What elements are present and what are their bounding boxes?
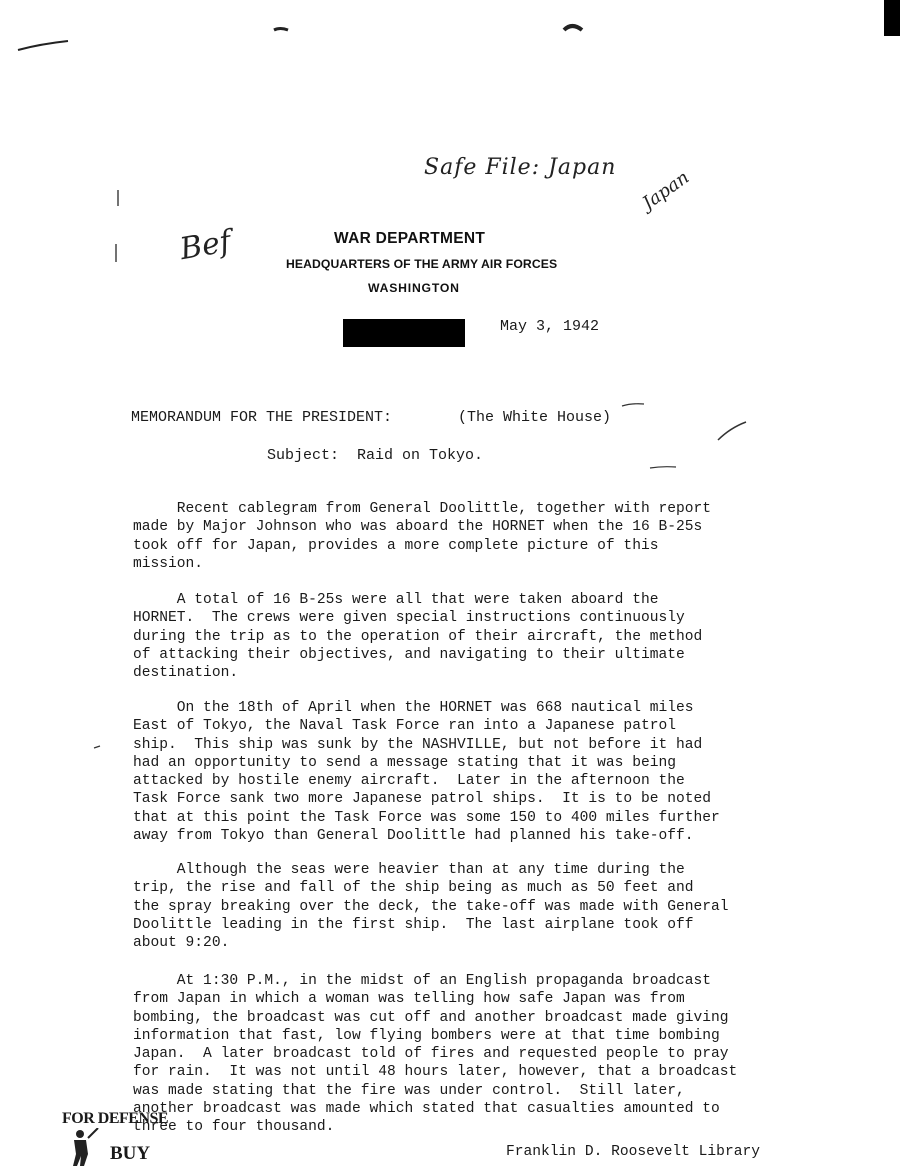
paragraph-line: another broadcast was made which stated that casualties amounted to xyxy=(133,1101,720,1118)
memo-date: May 3, 1942 xyxy=(500,318,600,335)
defense-stamp-buy: BUY xyxy=(110,1143,151,1164)
library-stamp: Franklin D. Roosevelt Library xyxy=(506,1144,760,1160)
minuteman-stamp-icon xyxy=(64,1128,100,1166)
paragraph-line: HORNET. The crews were given special instructions continuously xyxy=(133,610,685,627)
scan-edge-mark xyxy=(884,0,900,36)
body-paragraph xyxy=(133,591,773,682)
paragraph-line: from Japan in which a woman was telling how safe Japan was from xyxy=(133,991,685,1008)
paragraph-line: On the 18th of April when the HORNET was 668 nautical miles xyxy=(133,700,694,716)
handwritten-file-note: Safe File: Japan xyxy=(424,155,617,180)
paragraph-line: during the trip as to the operation of their aircraft, the method xyxy=(133,628,703,645)
paragraph-line: Japan. A later broadcast told of fires and requested people to pray xyxy=(133,1046,729,1063)
body-paragraph xyxy=(133,972,773,1137)
paragraph-line: that at this point the Task Force was some 150 to 400 miles further xyxy=(133,809,720,826)
paragraph-line: Recent cablegram from General Doolittle, together with report xyxy=(133,501,712,517)
paragraph-line: made by Major Johnson who was aboard the HORNET when the 16 B-25s xyxy=(133,519,703,536)
body-paragraph xyxy=(133,699,773,845)
paragraph-line: the spray breaking over the deck, the take-off was made with General xyxy=(133,898,729,915)
paragraph-line: three to four thousand. xyxy=(133,1119,335,1136)
paragraph-line: Doolittle leading in the first ship. The last airplane took off xyxy=(133,916,694,933)
paragraph-line: destination. xyxy=(133,665,239,682)
memo-subject: Subject: Raid on Tokyo. xyxy=(267,447,484,464)
letterhead-city: WASHINGTON xyxy=(368,281,460,295)
paragraph-line: for rain. It was not until 48 hours later, however, that a broadcast xyxy=(133,1064,738,1081)
paragraph-line: At 1:30 P.M., in the midst of an English propaganda broadcast xyxy=(133,973,712,989)
paragraph-line: took off for Japan, provides a more complete picture of this xyxy=(133,537,659,554)
letterhead-department: WAR DEPARTMENT xyxy=(334,230,486,247)
paragraph-line: attacked by hostile enemy aircraft. Later in the afternoon the xyxy=(133,773,685,790)
paragraph-line: Although the seas were heavier than at any time during the xyxy=(133,862,685,878)
body-paragraph xyxy=(133,500,773,573)
memo-recipient: (The White House) xyxy=(458,409,612,426)
paragraph-line: bombing, the broadcast was cut off and another broadcast made giving xyxy=(133,1009,729,1026)
letterhead-headquarters: HEADQUARTERS OF THE ARMY AIR FORCES xyxy=(286,257,558,271)
paragraph-line: of attacking their objectives, and navigating to their ultimate xyxy=(133,646,685,663)
paragraph-line: information that fast, low flying bombers were at that time bombing xyxy=(133,1027,720,1044)
handwritten-initials: Bef xyxy=(177,223,234,268)
paragraph-line: about 9:20. xyxy=(133,935,230,952)
paragraph-line: A total of 16 B-25s were all that were taken aboard the xyxy=(133,592,659,608)
paragraph-line: ship. This ship was sunk by the NASHVILLE, but not before it had xyxy=(133,736,703,753)
paragraph-line: away from Tokyo than General Doolittle had planned his take-off. xyxy=(133,828,694,845)
memo-heading: MEMORANDUM FOR THE PRESIDENT: xyxy=(131,409,393,426)
paragraph-line: was made stating that the fire was under control. Still later, xyxy=(133,1082,685,1099)
paragraph-line: mission. xyxy=(133,555,204,572)
redaction-block xyxy=(343,319,465,347)
body-paragraph xyxy=(133,861,773,952)
paragraph-line: East of Tokyo, the Naval Task Force ran into a Japanese patrol xyxy=(133,718,676,735)
defense-stamp-label: FOR DEFENSE xyxy=(62,1110,169,1127)
paragraph-line: trip, the rise and fall of the ship being as much as 50 feet and xyxy=(133,880,694,897)
paragraph-line: had an opportunity to send a message stating that it was being xyxy=(133,754,676,771)
handwritten-margin-note: Japan xyxy=(638,167,694,214)
paragraph-line: Task Force sank two more Japanese patrol ships. It is to be noted xyxy=(133,791,712,808)
